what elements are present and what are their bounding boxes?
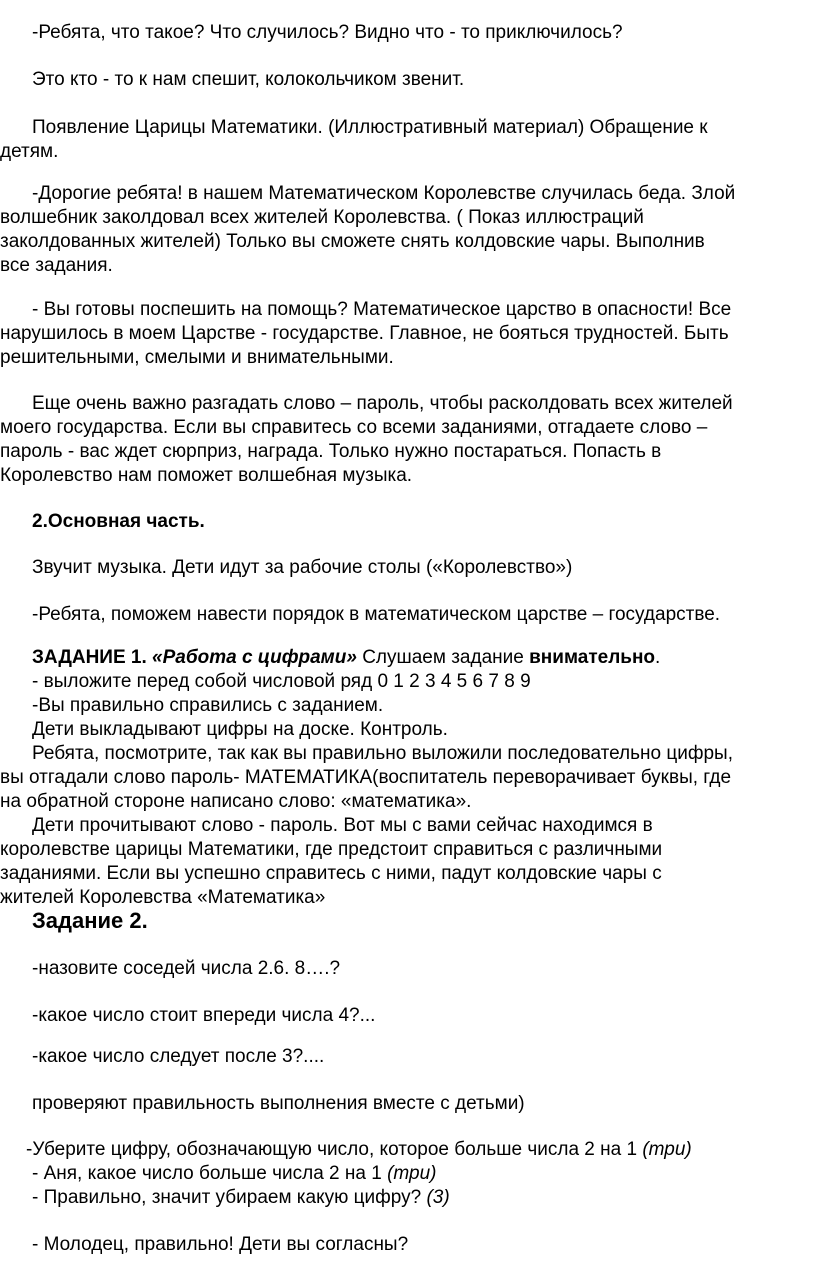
task1-lead: Слушаем задание [362, 647, 524, 668]
text-line: -Дорогие ребята! в нашем Математическом Королевстве случилась беда. Злой [32, 183, 736, 204]
text-line: решительными, смелыми и внимательными. [0, 347, 394, 368]
section-paragraph-1: Звучит музыка. Дети идут за рабочие столы («Королевство») [32, 557, 573, 578]
text-line: Еще очень важно разгадать слово – пароль, чтобы расколдовать всех жителей [32, 393, 733, 414]
section-heading: 2.Основная часть. [32, 511, 205, 532]
task2-correct-line [0, 1186, 816, 1210]
intro-paragraph-6 [0, 392, 816, 488]
task1-emphasis: внимательно [529, 647, 656, 668]
intro-paragraph-1: -Ребята, что такое? Что случилось? Видно что - то приключилось? [32, 22, 623, 43]
text-line: детям. [0, 141, 59, 162]
task2-question-2: -какое число стоит впереди числа 4?... [32, 1005, 376, 1026]
text-line: на обратной стороне написано слово: «математика». [0, 791, 472, 812]
text-line: Дети прочитывают слово - пароль. Вот мы с вами сейчас находимся в [32, 815, 653, 836]
task1-heading-line [0, 646, 816, 670]
intro-paragraph-4 [0, 182, 816, 278]
task1-line-1: - выложите перед собой числовой ряд 0 1 2 3 4 5 6 7 8 9 [32, 671, 531, 692]
intro-paragraph-2: Это кто - то к нам спешит, колокольчиком звенит. [32, 69, 465, 90]
task1-paragraph-5 [0, 814, 816, 910]
task2-remove-text: -Уберите цифру, обозначающую число, которое больше числа 2 на 1 [26, 1139, 643, 1160]
text-line: пароль - вас ждет сюрприз, награда. Только нужно постараться. Попасть в [0, 441, 662, 462]
task2-praise-line: - Молодец, правильно! Дети вы согласны? [32, 1234, 409, 1255]
task2-correct-text: - Правильно, значит убираем какую цифру? [32, 1187, 427, 1208]
intro-paragraph-3 [0, 116, 816, 164]
task1-title: «Работа с цифрами» [152, 647, 357, 668]
text-line: заколдованных жителей) Только вы сможете снять колдовские чары. Выполнив [0, 231, 705, 252]
task2-remove-answer: (три) [642, 1139, 692, 1160]
task2-ask-answer: (три) [387, 1163, 437, 1184]
task2-remove-line [0, 1138, 816, 1162]
text-line: королевстве царицы Математики, где предстоит справиться с различными [0, 839, 663, 860]
text-line: - Вы готовы поспешить на помощь? Математическое царство в опасности! Все [32, 299, 732, 320]
task2-ask-text: - Аня, какое число больше числа 2 на 1 [32, 1163, 388, 1184]
text-line: жителей Королевства «Математика» [0, 887, 326, 908]
task2-question-1: -назовите соседей числа 2.6. 8….? [32, 958, 341, 979]
task1-dot: . [655, 647, 661, 668]
text-line: моего государства. Если вы справитесь со всеми заданиями, отгадаете слово – [0, 417, 708, 438]
text-line: волшебник заколдовал всех жителей Королевства. ( Показ иллюстраций [0, 207, 644, 228]
section-paragraph-2: -Ребята, поможем навести порядок в математическом царстве – государстве. [32, 604, 721, 625]
task2-question-3: -какое число следует после 3?.... [32, 1046, 325, 1067]
text-line: Ребята, посмотрите, так как вы правильно выложили последовательно цифры, [32, 743, 733, 764]
task2-heading: Задание 2. [32, 908, 148, 933]
task2-check-note: проверяют правильность выполнения вместе с детьми) [32, 1093, 525, 1114]
task1-label: ЗАДАНИЕ 1. [32, 647, 147, 668]
task1-line-2: -Вы правильно справились с заданием. [32, 695, 384, 716]
text-line: нарушилось в моем Царстве - государстве. Главное, не бояться трудностей. Быть [0, 323, 729, 344]
task2-correct-answer: (3) [426, 1187, 450, 1208]
text-line: все задания. [0, 255, 113, 276]
task1-paragraph-4 [0, 742, 816, 814]
text-line: вы отгадали слово пароль- МАТЕМАТИКА(воспитатель переворачивает буквы, где [0, 767, 732, 788]
task2-ask-line [0, 1162, 816, 1186]
text-line: Королевство нам поможет волшебная музыка. [0, 465, 413, 486]
text-line: заданиями. Если вы успешно справитесь с ними, падут колдовские чары с [0, 863, 662, 884]
task1-line-3: Дети выкладывают цифры на доске. Контроль. [32, 719, 448, 740]
text-line: Появление Царицы Математики. (Иллюстративный материал) Обращение к [32, 117, 708, 138]
intro-paragraph-5 [0, 298, 816, 370]
